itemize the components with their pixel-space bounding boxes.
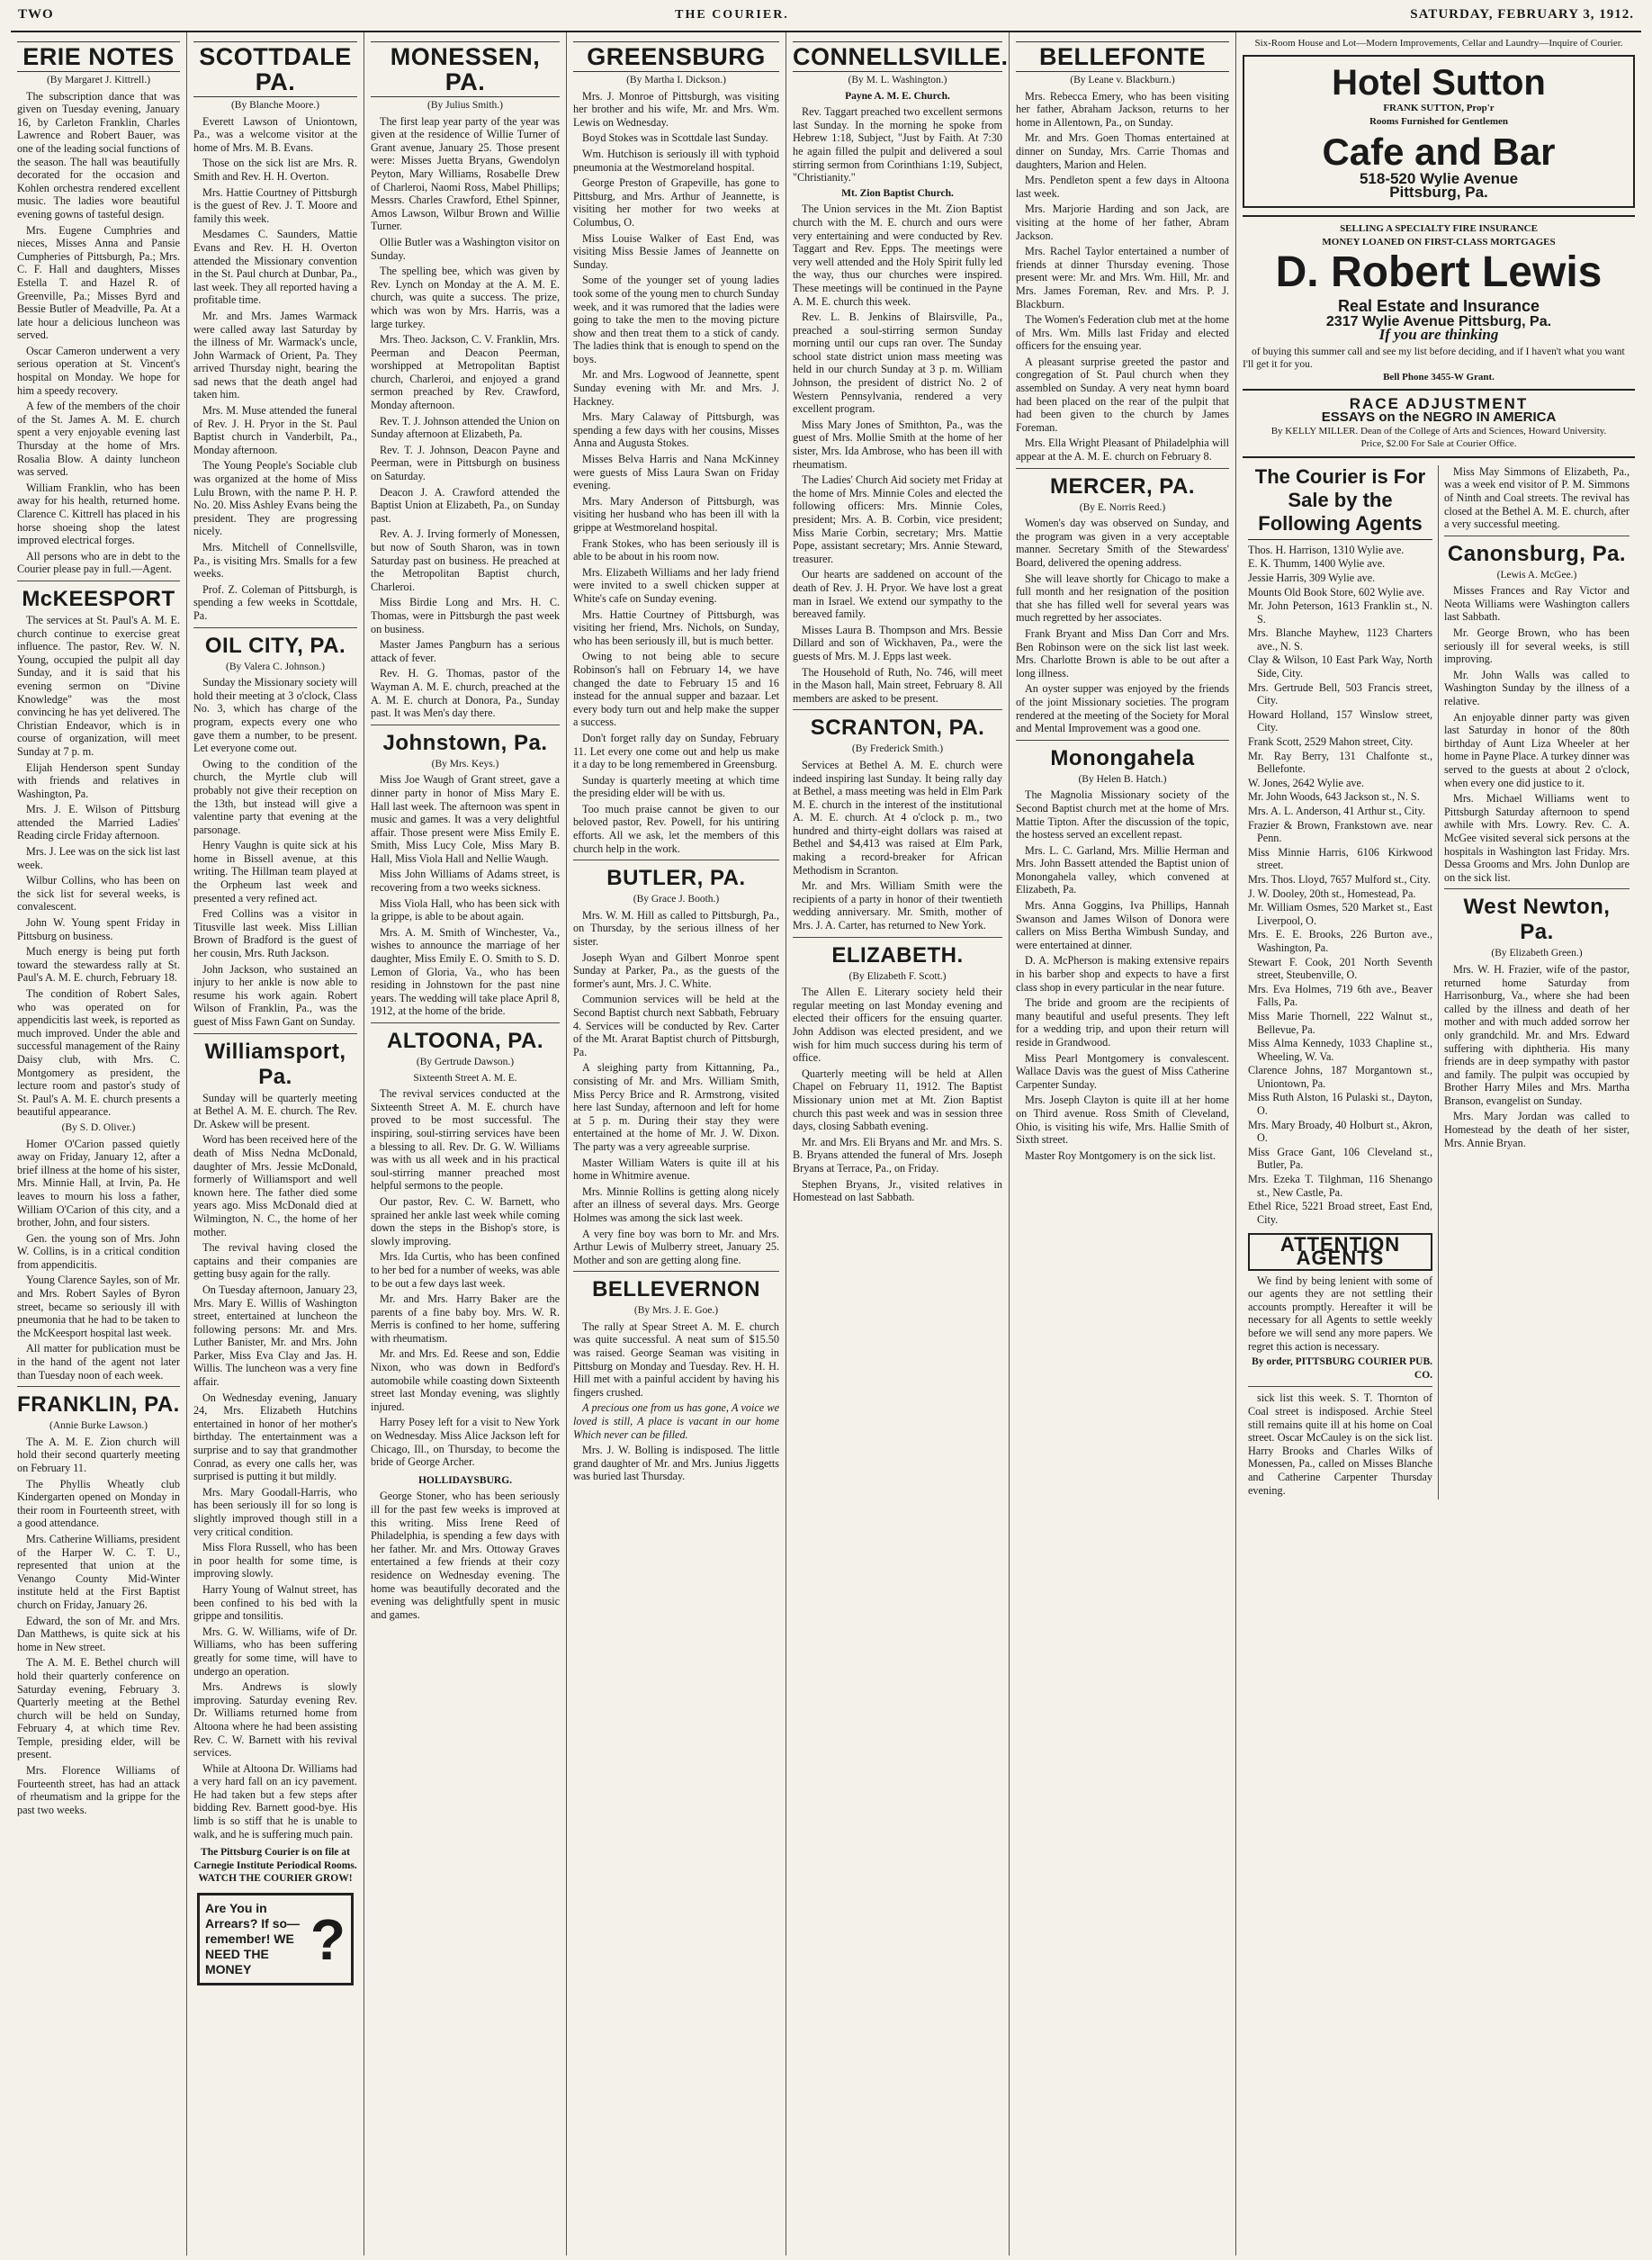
article-text: Mrs. Marjorie Harding and son Jack, are visiting at the home of her father, Abram Jackson. [1016,203,1229,242]
subheading: Payne A. M. E. Church. [845,90,950,102]
byline: (By E. Norris Reed.) [1079,501,1166,513]
article-text: Mr. George Brown, who has been seriously ill for several weeks, is still improving. [1444,626,1630,666]
article-text: Mrs. Ella Wright Pleasant of Philadelphia will appear at the A. M. E. church on February 8. [1016,437,1229,464]
article-text: Mrs. J. E. Wilson of Pittsburg attended the Married Ladies' Reading circle Friday afternoon. [17,803,180,842]
article-text: Stephen Bryans, Jr., visited relatives in Homestead on last Sabbath. [793,1177,1002,1204]
article-text: Sunday is quarterly meeting at which time the presiding elder will be with us. [573,773,779,800]
divider [1016,740,1229,741]
hotel-proprietor: FRANK SUTTON, Prop'r [1383,103,1495,113]
article-text: Prof. Z. Coleman of Pittsburgh, is spending a few weeks in Scottdale, Pa. [193,582,357,622]
agent-entry: Mrs. Gertrude Bell, 503 Francis street, City. [1248,680,1433,707]
agent-entry: Miss Ruth Alston, 16 Pulaski st., Dayton, O. [1248,1091,1433,1118]
agent-entry: Miss Alma Kennedy, 1033 Chapline st., Wheeling, W. Va. [1248,1037,1433,1063]
article-text: Mrs. Mitchell of Connellsville, Pa., is visiting Mrs. Smalls for a few weeks. [193,541,357,581]
article-text: While at Altoona Dr. Williams had a very hard fall on an icy pavement. He had taken but a few steps after bidding Rev. Barnett good-bye. His limb is so stiff that he is unable to walk, and he is suffering much pain. [193,1761,357,1841]
byline: (By M. L. Washington.) [848,75,947,86]
article-text: The Magnolia Missionary society of the Second Baptist church met at the home of Mrs. Mattie Tipton. After the discussion of the topic, the hostess served an excellent repast. [1016,788,1229,842]
heading-bellevernon: BELLEVERNON [592,1277,760,1302]
agent-entry: Clay & Wilson, 10 East Park Way, North Side, City. [1248,653,1433,680]
article-text: An oyster supper was enjoyed by the friends of the joint Missionary societies. The program rendered at the meeting of the Society for Moral and Mental Improvement was a good one. [1016,682,1229,735]
attention-agents-heading: ATTENTION AGENTS [1248,1233,1432,1270]
article-text: Miss Pearl Montgomery is convalescent. Wallace Davis was the guest of Miss Catherine Carpenter Sunday. [1016,1051,1229,1091]
article-text: The revival having closed the captains and their companies are getting busy again for the rally. [193,1241,357,1281]
article-text: The bride and groom are the recipients of many beautiful and useful presents. They left for a wedding trip, and upon their return will reside in Grandwood. [1016,996,1229,1049]
poem: A precious one from us has gone, A voice we loved is still, A place is vacant in our home Which never can be filled. [573,1401,779,1441]
byline: (By Elizabeth Green.) [1491,948,1583,959]
heading-oil-city: OIL CITY, PA. [204,633,346,658]
heading-bellefonte: BELLEFONTE [1016,41,1229,72]
article-text: Mrs. Mary Jordan was called to Homestead by the death of her sister, Mrs. Annie Bryan. [1444,1110,1630,1149]
byline: (By Martha I. Dickson.) [626,75,726,86]
columns [11,32,1641,2255]
heading-hollidaysburg: HOLLIDAYSBURG. [417,1474,513,1486]
article-text: Mr. and Mrs. Ed. Reese and son, Eddie Nixon, who was down in Bedford's automobile while coasting down Sixteenth street last Monday evening, was slightly injured. [371,1347,560,1413]
agent-entry: E. K. Thumm, 1400 Wylie ave. [1248,557,1386,571]
article-text: Mrs. Eugene Cumphries and nieces, Misses Anna and Pansie Cumpheries of Pittsburgh, Pa.; Mrs. C. F. Hall and daughters, Misses Estella T. and Hazel R. of Greenville, Pa.; Misses Byrd and Bessie Butler of Meadville, Pa. At a late hour a delicious luncheon was served. [17,223,180,342]
article-text: Mrs. Ida Curtis, who has been confined to her bed for a number of weeks, was able to be out a few days last week. [371,1250,560,1290]
hotel-sutton-ad [1243,55,1635,208]
article-text: Ollie Butler was a Washington visitor on Sunday. [371,235,560,262]
attention-signoff: By order, PITTSBURG COURIER PUB. CO. [1252,1356,1433,1381]
column-4 [567,32,786,2255]
article-text: Mr. John Walls was called to Washington Sunday by the illness of a relative. [1444,668,1630,708]
article-text: Harry Posey left for a visit to New York on Wednesday. Miss Alice Jackson left for Chicago, Ill., on Thursday, to become the bride of George Archer. [371,1416,560,1469]
divider [573,1271,779,1272]
article-text: The Phyllis Wheatly club Kindergarten opened on Monday in their room in Fourteenth street, with a good attendance. [17,1477,180,1530]
lewis-copy: of buying this summer call and see my list before deciding, and if I haven't what you want I'll get it for you. [1243,346,1625,370]
article-text: Oscar Cameron underwent a very serious operation at St. Vincent's hospital on Monday. We hope for him a speedy recovery. [17,344,180,397]
agent-entry: Mrs. Eva Holmes, 719 6th ave., Beaver Falls, Pa. [1248,982,1433,1009]
heading-mckeesport: McKEESPORT [22,586,175,611]
lewis-hook: If you are thinking [1378,326,1499,344]
article-text: The Union services in the Mt. Zion Baptist church with the M. E. church and ours were very entertaining and were conducted by Rev. Taggart and Rev. Epps. The meetings were very well attended and the Holy Spirit fully led the way, thus our churches were inspired. These meetings will be continued in the Payne A. M. E. church this week. [793,203,1002,308]
article-text: Miss John Williams of Adams street, is recovering from a two weeks sickness. [371,868,560,895]
agent-entry: Mr. William Osmes, 520 Market st., East Liverpool, O. [1248,901,1433,927]
byline: (By Elizabeth F. Scott.) [848,970,947,982]
heading-altoona: ALTOONA, PA. [387,1029,543,1053]
divider [793,709,1002,710]
article-text: Our hearts are saddened on account of the death of Rev. J. H. Pryor. We have lost a great man in Israel. We extend our sympathy to the bereaved family. [793,568,1002,621]
article-text: D. A. McPherson is making extensive repairs in his barber shop and expects to have a first class shop in every particular in the near future. [1016,954,1229,994]
article-text: Sunday the Missionary society will hold their meeting at 3 o'clock, Class No. 3, which has charge of the program, expects every one who gave them a number, to be present. Let everyone come out. [193,676,357,755]
article-text: Miss Mary Jones of Smithton, Pa., was the guest of Mrs. Mollie Smith at the home of her sister, Mrs. Ida Ambrose, who has been ill with rheumatism. [793,418,1002,471]
article-text: Mr. and Mrs. Logwood of Jeannette, spent Sunday evening with Mr. and Mrs. J. Hackney. [573,368,779,408]
heading-johnstown: Johnstown, Pa. [382,730,548,755]
article-text: Homer O'Carion passed quietly away on Friday, January 12, after a brief illness at the home of his sister, Mrs. Minnie Hall, at Irvin, Pa. He leaves to mourn his loss a father, William O'Carion of this city, and a brother, John, and four sisters. [17,1137,180,1229]
divider [1016,468,1229,469]
article-text: Mrs. Rebecca Emery, who has been visiting her father, Abraham Jackson, returns to her home in Allentown, Pa., on Sunday. [1016,89,1229,129]
column-2 [187,32,364,2255]
article-text: Word has been received here of the death of Miss Nedna McDonald, daughter of Mrs. Jessie McDonald, formerly of Williamsport and well known here. The father died some years ago. Miss McDonald died at Wilmington, N. C., the home of her mother. [193,1133,357,1238]
agent-entry: Mounts Old Book Store, 602 Wylie ave. [1248,585,1425,599]
article-text: Rev. T. J. Johnson, Deacon Payne and Peerman, were in Pittsburgh on business on Saturday. [371,443,560,483]
divider [1444,888,1630,889]
heading-franklin: FRANKLIN, PA. [17,1392,180,1418]
article-text: Everett Lawson of Uniontown, Pa., was a welcome visitor at the home of Mrs. M. B. Evans. [193,114,357,154]
article-text: Elijah Henderson spent Sunday with friends and relatives in Washington, Pa. [17,761,180,800]
heading-scranton: SCRANTON, PA. [810,716,985,741]
article-text: Mrs. Mary Goodall-Harris, who has been seriously ill for so long is slightly improved though still in a very critical condition. [193,1485,357,1538]
article-text: George Stoner, who has been seriously ill for the past few weeks is improved at this writing. Miss Irene Reed of Philadelphia, is spending a few days with her father. Mr. and Mrs. Ottoway Graves entertained a few friends at their cozy residence on Wednesday evening. The home was beautifully decorated and the evening was delightfully spent in music and games. [371,1490,560,1621]
article-text: Sunday will be quarterly meeting at Bethel A. M. E. church. The Rev. Dr. Askew will be present. [193,1091,357,1130]
agent-entry: Ethel Rice, 5221 Broad street, East End, City. [1248,1200,1433,1226]
byline: (By Mrs. Keys.) [431,758,499,770]
byline: (By Julius Smith.) [426,100,504,111]
article-text: Mrs. Minnie Rollins is getting along nicely after an illness of several days. Mrs. George Holmes was among the sick last week. [573,1184,779,1224]
article-text: Master William Waters is quite ill at his home in Whitmire avenue. [573,1156,779,1183]
lewis-loans: MONEY LOANED ON FIRST-CLASS MORTGAGES [1322,236,1556,248]
divider [193,1033,357,1034]
article-text: Miss Viola Hall, who has been sick with la grippe, is able to be about again. [371,896,560,923]
article-text: An enjoyable dinner party was given last Saturday in honor of the 80th birthday of Aunt Liza Wheeler at her home in Payne Place. A turkey dinner was served to the guests at about 2 o'clock, when every one did justice to it. [1444,710,1630,789]
column-1 [11,32,187,2255]
article-text: Communion services will be held at the Second Baptist church next Sabbath, February 4. Services will be conducted by Rev. Carter of the Mt. Ararat Baptist church of Pittsburgh, Pa. [573,993,779,1058]
article-text: The spelling bee, which was given by Rev. Lynch on Monday at the A. M. E. church, was quite a success. The prize, which was won by Mrs. Harris, was a large turkey. [371,265,560,330]
agent-entry: Frazier & Brown, Frankstown ave. near Penn. [1248,818,1433,845]
article-text: The A. M. E. Zion church will hold their second quarterly meeting on February 11. [17,1435,180,1474]
article-text: Mrs. Michael Williams went to Pittsburgh Saturday afternoon to spend awhile with Mrs. Lowry. Rev. C. A. McGee visited several sick persons at the hospitals in Washington last Friday. Mrs. Dessa Grooms and Mrs. John Dunlop are on the sick list. [1444,792,1630,884]
article-text: Mr. and Mrs. William Smith were the recipients of a party in honor of their twentieth wedding anniversary. Mr. Smith, mother of Mrs. J. A. Carter, has returned to New York. [793,879,1002,932]
article-text: The condition of Robert Sales, who was operated on for appendicitis last week, is reported as much improved. Under the able and successful management of the Rainy Daisy club, with Mrs. C. Montgomery as president, the lecture room and pastor's study of St. Paul's A. M. E. church presents a beautiful appearance. [17,987,180,1119]
article-text: Don't forget rally day on Sunday, February 11. Let every one come out and help us make it a day to be long remembered in Greensburg. [573,731,779,771]
article-text: The revival services conducted at the Sixteenth Street A. M. E. church have proved to be most successful. The inspiring, soul-stirring services have been a blessing to all. Rev. Dr. G. W. Williams was with us all week and in his practical soul-stirring manner preached most helpful sermons to the people. [371,1087,560,1193]
article-text: A very fine boy was born to Mr. and Mrs. Arthur Lewis of Mulberry street, January 25. Mother and son are getting along fine. [573,1227,779,1266]
article-text: Wm. Hutchison is seriously ill with typhoid pneumonia at the Westmoreland hospital. [573,147,779,174]
article-text: Mrs. W. H. Frazier, wife of the pastor, returned home Saturday from Harrisonburg, Va., where she had been called by the illness and death of her mother and with much added sorrow her only grandchild. Mr. and Mrs. Edward suffering with diphtheria. His many friends are in deep sympathy with pastor and family. The pulpit was occupied by Brother Harry Miles and Mrs. Martha Branson, evangelist on Sunday. [1444,962,1630,1107]
agent-entry: Mrs. Blanche Mayhew, 1123 Charters ave., N. S. [1248,626,1433,653]
article-text: Mesdames C. Saunders, Mattie Evans and Rev. H. H. Overton attended the Missionary convention in the St. Paul church at Dunbar, Pa., last week. They all reported having a profitable time. [193,228,357,307]
article-text: Our pastor, Rev. C. W. Barnett, who sprained her ankle last week while coming down the steps in the Bishop's store, is slowly improving. [371,1194,560,1247]
byline: (By Valera C. Johnson.) [226,661,325,672]
hotel-address: 518-520 Wylie Avenue [1359,170,1519,188]
article-text: The A. M. E. Bethel church will hold their quarterly conference on Saturday evening, February 3. Quarterly meeting at the Bethel church will be held on Sunday, February 4, at which time Rev. Temple, presiding elder, will be present. [17,1656,180,1761]
article-text: Mrs. Mary Anderson of Pittsburgh, was visiting her husband who has been ill with la grippe at Westmoreland hospital. [573,494,779,534]
article-text: Misses Belva Harris and Nana McKinney were guests of Miss Laura Swan on Friday evening. [573,453,779,492]
article-text: George Preston of Grapeville, has gone to Pittsburg, and Mrs. Arthur of Jeannette, is visiting her mother for two weeks at Columbus, O. [573,176,779,229]
article-text: Wilbur Collins, who has been on the sick list for several weeks, is convalescent. [17,874,180,914]
race-price: Price, $2.00 For Sale at Courier Office. [1360,438,1517,450]
article-text: Mrs. W. M. Hill as called to Pittsburgh, Pa., on Thursday, by the serious illness of her sister. [573,908,779,949]
issue-date: SATURDAY, FEBRUARY 3, 1912. [1410,7,1634,22]
article-text: Mrs. Catherine Williams, president of the Harper W. C. T. U., represented that union at the Venango County Mid-Winter institute held at the First Baptist church on Friday, January 26. [17,1532,180,1611]
article-text: Miss Louise Walker of East End, was visiting Miss Bessie James of Jeannette on Sunday. [573,231,779,271]
article-text: Mrs. Elizabeth Williams and her lady friend were invited to a swell chicken supper at White's cafe on Sunday evening. [573,565,779,605]
heading-greensburg: GREENSBURG [573,41,779,72]
article-text: Miss Joe Waugh of Grant street, gave a dinner party in honor of Miss Mary E. Hall last week. The afternoon was spent in music and games. It was a very delightful affair. Those present were Miss Emily E. Smith, Miss Lucy Cole, Miss Mary B. Hall, Miss Viola Hall and Nellie Waugh. [371,773,560,865]
article-text: Rev. H. G. Thomas, pastor of the Wayman A. M. E. church, preached at the A. M. E. church at Donora, Pa., Sunday past. It was Men's day there. [371,667,560,720]
article-text: The subscription dance that was given on Tuesday evening, January 16, by Carleton Franklin, Charles Lawrence and Robert Bauer, was one of the leading social functions of the season. The hall was beautifully decorated for the occasion and Kohlen orchestra rendered excellent music. The ladies wore beautiful evening gowns of tasteful design. [17,89,180,221]
article-text: Miss May Simmons of Elizabeth, Pa., was a week end visitor of P. M. Simmons of Ninth and Coal streets. The revival has closed at the Bethel A. M. E. church, after a very successful meeting. [1444,464,1630,531]
article-text: Miss Flora Russell, who has been in poor health for some time, is improving slowly. [193,1541,357,1580]
byline: (By Gertrude Dawson.) [416,1057,515,1067]
arrears-ad [197,1893,354,1985]
article-text: Mrs. J. Monroe of Pittsburgh, was visiting her brother and his wife, Mr. and Mrs. Wm. Lewis on Wednesday. [573,89,779,129]
heading-williamsport: Williamsport, Pa. [204,1039,346,1089]
byline: (By Margaret J. Kittrell.) [46,75,151,86]
article-text: Those on the sick list are Mrs. R. Smith and Rev. H. H. Overton. [193,157,357,183]
article-text: Mrs. Hattie Courtney of Pittsburgh is the guest of Rev. J. T. Moore and family this week. [193,185,357,225]
article-text: Mr. and Mrs. Harry Baker are the parents of a fine baby boy. Mrs. W. R. Merris is confined to her home, suffering with rheumatism. [371,1292,560,1345]
byline: (By S. D. Oliver.) [61,1121,136,1133]
byline: (By Helen B. Hatch.) [1078,773,1167,785]
article-text: John W. Young spent Friday in Pittsburg on business. [17,916,180,942]
article-text: Gen. the young son of Mrs. John W. Collins, is in a critical condition from appendicitis. [17,1231,180,1271]
article-text: Master Roy Montgomery is on the sick list. [1025,1148,1216,1162]
hotel-city: Pittsburg, Pa. [1389,183,1488,201]
article-text: The Ladies' Church Aid society met Friday at the home of Mrs. Minnie Coles and elected the following officers: Mrs. Minnie Coles, president; Mrs. A. B. Corbin, vice president; Miss Marie Corbin, secretary; Mrs. Mattie Pope, assistant secretary; Mrs. Annie Steward, treasurer. [793,473,1002,565]
article-text: Rev. Taggart preached two excellent sermons last Sunday. In the morning he spoke from Hebrew 1:18, Subject, "Just by Faith. At 7:30 he again filled the pulpit and delivered a soul stirring sermon from Corinthians 1:19, Subject, "Christianity." [793,105,1002,185]
byline: (By Frederick Smith.) [851,743,944,755]
race-author: By KELLY MILLER. Dean of the College of Arts and Sciences, Howard University. [1270,425,1607,437]
lewis-name: D. Robert Lewis [1275,248,1603,296]
article-text: John Jackson, who sustained an injury to her ankle is now able to resume his work again. Robert Wilson of Franklin, Pa., was the guest of Miss Fawn Gant on Sunday. [193,962,357,1028]
heading-butler: BUTLER, PA. [606,866,746,891]
heading-monongahela: Monongahela [1050,745,1195,770]
heading-erie-notes: ERIE NOTES [17,41,180,72]
article-text: Boyd Stokes was in Scottdale last Sunday. [582,131,768,145]
ad-subcolumns [1243,465,1635,1499]
byline: (By Grace J. Booth.) [633,894,720,905]
byline: (Annie Burke Lawson.) [49,1420,148,1432]
article-text: Rev. A. J. Irving formerly of Monessen, but now of South Sharon, was in town Saturday past on business. He preached at the Metropolitan Baptist church, Charleroi. [371,527,560,593]
column-3 [364,32,567,2255]
agent-entry: Clarence Johns, 187 Morgantown st., Uniontown, Pa. [1248,1064,1433,1090]
lewis-specialty: SELLING A SPECIALTY FIRE INSURANCE [1340,223,1538,235]
article-text: Miss Birdie Long and Mrs. H. C. Thomas, were in Pittsburgh the past week on business. [371,596,560,635]
heading-elizabeth: ELIZABETH. [831,942,964,968]
article-text: Mrs. Andrews is slowly improving. Saturday evening Rev. Dr. Williams returned home from Altoona where he had been assisting Rev. C. W. Barnett with his revival services. [193,1680,357,1760]
article-text: The Young People's Sociable club was organized at the home of Miss Lulu Brown, with the name P. H. P. No. 20. Miss Ashley Evans being the president. They are progressing nicely. [193,459,357,538]
article-text: Mrs. Anna Goggins, Iva Phillips, Hannah Swanson and James Wilson of Donora were callers on Miss Bertha Wimbush Sunday, and were entertained at dinner. [1016,899,1229,951]
article-text: On Wednesday evening, January 24, Mrs. Elizabeth Hutchins entertained in honor of her mother's birthday. The entertainment was a surprise and to say that grandmother Conrad, as every one calls her, was surprised is putting it but mildly. [193,1391,357,1483]
heading-scottdale: SCOTTDALE PA. [193,41,357,97]
article-text: A pleasant surprise greeted the pastor and congregation of St. Paul church when they assembled on Sunday. A very neat hymn board had been placed on the rear of the pulpit that had been given to the church by James Foreman. [1016,355,1229,434]
agent-entry: Mr. John Peterson, 1613 Franklin st., N. S. [1248,599,1433,626]
article-text: Fred Collins was a visitor in Titusville last week. Miss Lillian Brown of Bradford is the guest of her cousin, Mrs. Ruth Jackson. [193,907,357,960]
byline: (By Leane v. Blackburn.) [1070,75,1175,86]
article-text: Deacon J. A. Crawford attended the Baptist Union at Elizabeth, Pa., on Sunday past. [371,485,560,525]
masthead [11,5,1641,32]
agent-entry: Jessie Harris, 309 Wylie ave. [1248,571,1376,584]
page-number: TWO [18,7,54,22]
column-5 [786,32,1010,2255]
article-text: The Women's Federation club met at the home of Mrs. Wm. Mills last Friday and elected officers for the ensuing year. [1016,313,1229,353]
question-mark-icon: ? [310,1906,346,1972]
heading-canonsburg: Canonsburg, Pa. [1447,541,1627,566]
article-text: William Franklin, who has been away for his health, returned home. Clarence C. Kittrell has placed in his horse shoeing shop the latest improved electrical forges. [17,481,180,547]
article-text: Mrs. J. Lee was on the sick list last week. [17,845,180,871]
agent-entry: Mrs. Thos. Lloyd, 7657 Mulford st., City. [1248,872,1431,886]
heading-connellsville: CONNELLSVILLE. [793,43,1009,70]
article-text: Mrs. Joseph Clayton is quite ill at her home on Third avenue. Ross Smith of Cleveland, Ohio, is visiting his wife, Mrs. Hallie Smith of Sixth street. [1016,1094,1229,1147]
agent-entry: Thos. H. Harrison, 1310 Wylie ave. [1248,543,1405,556]
article-text: Master James Pangburn has a serious attack of fever. [371,638,560,664]
article-text: Quarterly meeting will be held at Allen Chapel on February 11, 1912. The Baptist Missionary union met at Mt. Zion Baptist church this past week and was in session three days, closing Sabbath evening. [793,1067,1002,1133]
agent-entry: Mrs. Mary Broady, 40 Holburt st., Akron, O. [1248,1118,1433,1145]
subheading: Sixteenth Street A. M. E. [413,1072,517,1084]
divider [793,937,1002,938]
article-text: Frank Bryant and Miss Dan Corr and Mrs. Ben Robinson were on the sick list last week. Mrs. Charlotte Brown is able to be out after a long illness. [1016,626,1229,680]
divider [371,1022,560,1023]
article-text: The services at St. Paul's A. M. E. church continue to exercise great influence. The pastor, Rev. W. N. Young, occupied the pulpit all day Sunday, and it is said that his evening sermon on "Divine Knowledge" was the most convincing he has yet delivered. The Christian Endeavor, which is in course of organization, will meet Sunday at 7 p. m. [17,613,180,758]
byline: (By Blanche Moore.) [230,100,320,111]
article-text: Young Clarence Sayles, son of Mr. and Mrs. Robert Sayles of Byron street, became so seriously ill with pneumonia that he had to be taken to the McKeesport hospital last week. [17,1274,180,1339]
article-text: Mrs. Mary Calaway of Pittsburgh, was spending a few days with her cousins, Misses Anna and Augusta Stokes. [573,410,779,450]
byline: (Lewis A. McGee.) [1496,569,1577,581]
heading-mercer: MERCER, PA. [1049,473,1196,499]
article-text: Mrs. A. M. Smith of Winchester, Va., wishes to announce the marriage of her daughter, Miss Emily E. O. Smith to S. D. Lemon of Gloria, Va., who has been residing in Johnstown for the past nine years. The wedding will take place April 8, 1912, at the home of the bride. [371,925,560,1018]
courier-notice: The Pittsburg Courier is on file at Carnegie Institute Periodical Rooms. WATCH THE COURIER GROW! [193,1847,357,1885]
race-subtitle: ESSAYS on the NEGRO IN AMERICA [1321,409,1557,425]
article-text: Misses Laura B. Thompson and Mrs. Bessie Dillard and son of Wickhaven, Pa., were the guests of Mrs. M. J. Epps last week. [793,623,1002,662]
robert-lewis-ad [1243,215,1635,391]
newspaper-title: THE COURIER. [675,8,789,22]
article-text: Some of the younger set of young ladies took some of the young men to church Sunday week, and it was rumored that the ladies were going to take the men to the moving picture show and then treat them to a stick of candy. The ladies think that is enough to spend on the boys. [573,274,779,365]
article-text: Mrs. L. C. Garland, Mrs. Millie Herman and Mrs. John Bassett attended the Baptist union of Monongahela valley, which convened at Elizabeth, Pa. [1016,843,1229,896]
article-text: All matter for publication must be in the hand of the agent not later than Tuesday noon of each week. [17,1342,180,1382]
agents-list [1248,544,1432,1227]
agent-entry: Mrs. E. E. Brooks, 226 Burton ave., Washington, Pa. [1248,928,1433,954]
article-text: Too much praise cannot be given to our beloved pastor, Rev. Powell, for his untiring efforts. All we ask, let the members of this church help in the work. [573,802,779,855]
article-text: Owing to not being able to secure Robinson's hall on February 14, we have changed the date to February 15 and 16 instead for the annual supper and bazaar. Let every body turn out and help make the supper a success. [573,650,779,729]
cafe-and-bar: Cafe and Bar [1322,131,1556,174]
article-text: All persons who are in debt to the Courier please pay in full.—Agent. [17,549,180,576]
article-text: Henry Vaughn is quite sick at his home in Bissell avenue, at this writing. The Hillman team played at the Orpheum last week and presented a very refined act. [193,839,357,905]
attention-text: We find by being lenient with some of our agents they are not settling their accounts promptly. Hereafter it will be necessary for all Agents to settle weekly before we will send any more papers. We regret this action is necessary. [1248,1274,1433,1353]
news-subcolumn [1439,465,1635,1499]
article-text: Mr. and Mrs. Goen Thomas entertained at dinner on Sunday, Mrs. Carrie Thomas and daughters, Marion and Helen. [1016,131,1229,171]
for-sale-heading: The Courier is For Sale by the Following Agents [1248,465,1432,540]
article-text: Mr. and Mrs. James Warmack were called away last Saturday by the illness of Mr. Warmack's uncle, John Warmack of Orient, Pa. They arrived Thursday night, bearing the sad news that the death angel had taken him. [193,309,357,401]
article-text: The Allen E. Literary society held their regular meeting on last Monday evening and elected their officers for the ensuing quarter. John Addison was elected president, and we wish for him much success during his term of office. [793,986,1002,1065]
agent-entry: J. W. Dooley, 20th st., Homestead, Pa. [1248,887,1416,900]
article-text: Rev. L. B. Jenkins of Blairsville, Pa., preached a soul-stirring sermon Sunday morning until our cups ran over. The Sunday school state district union mass meeting was held in our church Sunday at 3 p. m. William Johnson, the president of district No. 2 of Western Pennsylvania, rendered a very excellent program. [793,311,1002,416]
hotel-name: Hotel Sutton [1332,63,1546,103]
race-title: RACE ADJUSTMENT [1349,395,1529,413]
divider [1248,1386,1432,1387]
lewis-phone: Bell Phone 3455-W Grant. [1383,371,1495,383]
agent-entry: Stewart F. Cook, 201 North Seventh street, Steubenville, O. [1248,955,1433,982]
article-text: The first leap year party of the year was given at the residence of Willie Turner of Grant avenue, January 25. Those present were: Misses Juetta Bryans, Gwendolyn Peyton, Mary Williams, Rosabelle Drew of Charleroi, Naomi Ross, Mabel Phillips; Messrs. Charles Crawford, Ethel Spinner, Amos Lawson, Wilbur Brown and Willie Turner. [371,114,560,233]
article-text: A sleighing party from Kittanning, Pa., consisting of Mr. and Mrs. William Smith, Miss Percy Brice and R. Armstrong, visited here last Sunday, afternoon and left for home at 5 p. m. During their stay they were entertained at the home of Mr. J. W. Dixon. The party was a very agreeable surprise. [573,1061,779,1153]
article-text: She will leave shortly for Chicago to make a full month and her resignation of the position that she has filled well for several years was much regretted by her associates. [1016,572,1229,625]
column-6 [1010,32,1236,2255]
lewis-tagline: Real Estate and Insurance [1337,296,1540,315]
hotel-rooms: Rooms Furnished for Gentlemen [1369,115,1509,127]
article-text: Mrs. J. W. Bolling is indisposed. The little grand daughter of Mr. and Mrs. Junius Jiggetts was buried last Thursday. [573,1444,779,1483]
article-text: Mrs. Theo. Jackson, C. V. Franklin, Mrs. Peerman and Deacon Peerman, worshipped at Metropolitan Baptist church, Charleroi, and enjoyed a grand sermon preached by Rev. Crawford, Monday afternoon. [371,333,560,412]
article-text: Mr. and Mrs. Eli Bryans and Mr. and Mrs. S. B. Bryans attended the funeral of Mrs. Joseph Bryans at Terrace, Pa., on Friday. [793,1135,1002,1175]
agent-entry: W. Jones, 2642 Wylie ave. [1248,776,1364,789]
agents-subcolumn [1243,465,1439,1499]
article-text: On Tuesday afternoon, January 23, Mrs. Mary E. Willis of Washington street, entertained at luncheon the following persons: Mr. and Mrs. Luther Banister, Mr. and Mrs. John Parker, Miss Eva Clay and Jas. H. Willis. The luncheon was a very fine affair. [193,1283,357,1389]
article-text: Edward, the son of Mr. and Mrs. Dan Matthews, is quite sick at his home in New street. [17,1614,180,1653]
heading-west-newton: West Newton, Pa. [1463,895,1611,945]
article-text: Services at Bethel A. M. E. church were indeed inspiring last Sunday. It being rally day at Bethel, a mass meeting was held in Elm Park M. E. church in the interest of the institutional A. M. E. church. At 4 o'clock p. m., two hundred and thirty-eight dollars was raised at Bethel and $4,413 was raised at Elm Park, making a record-breaker for African Methodism in Scranton. [793,758,1002,877]
agent-entry: Mrs. Ezeka T. Tilghman, 116 Shenango st., New Castle, Pa. [1248,1173,1433,1199]
house-ad: Six-Room House and Lot—Modern Improvements, Cellar and Laundry—Inquire of Courier. [1254,38,1623,49]
subheading: Mt. Zion Baptist Church. [841,187,954,199]
article-text: Mrs. Rachel Taylor entertained a number of friends at dinner Thursday evening. Those present were: Mr. and Mrs. Wm. Hill, Mr. and Mrs. James Foreman, Rev. and Mrs. P. J. Blackburn. [1016,245,1229,311]
arrears-text: Are You in Arrears? If so—remember! WE NEED THE MONEY [205,1901,301,1977]
article-text: Mrs. Pendleton spent a few days in Altoona last week. [1016,174,1229,200]
race-adjustment-ad [1243,395,1635,457]
article-text: Mrs. M. Muse attended the funeral of Rev. J. H. Pryor in the St. Paul Baptist church in Vanderbilt, Pa., Monday afternoon. [193,404,357,456]
agent-entry: Miss Marie Thornell, 222 Walnut st., Bellevue, Pa. [1248,1009,1433,1036]
article-text: Frank Stokes, who has been seriously ill is able to be about in his room now. [573,536,779,563]
agent-entry: Miss Minnie Harris, 6106 Kirkwood street. [1248,845,1433,872]
article-text: Much energy is being put forth toward the stewardess rally at St. Paul's A. M. E. church, February 18. [17,945,180,985]
agent-entry: Mr. John Woods, 643 Jackson st., N. S. [1248,790,1420,804]
divider [193,627,357,628]
article-text: Mrs. Florence Williams of Fourteenth street, has had an attack of rheumatism and la grippe for the past two weeks. [17,1764,180,1816]
article-text: A few of the members of the choir of the St. James A. M. E. church spent a very enjoyable evening last Thursday at the home of Mrs. Rosalia Blow. A dainty luncheon was served. [17,400,180,479]
article-text: Owing to the condition of the church, the Myrtle club will probably not give their reception on the 13th, but instead will give a valentine party that evening at the parsonage. [193,757,357,836]
agent-entry: Howard Holland, 157 Winslow street, City. [1248,707,1433,734]
article-text: Joseph Wyan and Gilbert Monroe spent Sunday at Parker, Pa., as the guests of the former's aunt, Mrs. J. C. White. [573,950,779,990]
heading-monessen: MONESSEN, PA. [371,41,560,97]
article-text: Mrs. G. W. Williams, wife of Dr. Williams, who has been suffering greatly for some time, will have to undergo an operation. [193,1625,357,1678]
agent-entry: Frank Scott, 2529 Mahon street, City. [1248,735,1414,749]
article-text: Harry Young of Walnut street, has been confined to his bed with la grippe and tonsilitis. [193,1582,357,1623]
divider [17,1386,180,1387]
byline: (By Mrs. J. E. Goe.) [633,1305,719,1317]
article-text: Mrs. Hattie Courtney of Pittsburgh, was visiting her friend, Mrs. Nichols, on Sunday, who has been seriously ill, but is much better. [573,608,779,647]
article-text: Misses Frances and Ray Victor and Neota Williams were Washington callers last Sabbath. [1444,584,1630,624]
agent-entry: Mr. Ray Berry, 131 Chalfonte st., Bellefonte. [1248,749,1433,776]
column-7-ads [1236,32,1641,2255]
article-text: The rally at Spear Street A. M. E. church was quite successful. A neat sum of $15.50 was raised. George Seaman was visiting in Pittsburg on Monday and Tuesday. Rev. H. H. Hill met with a painful accident by having his fingers crushed. [573,1319,779,1399]
article-text: Rev. T. J. Johnson attended the Union on Sunday afternoon at Elizabeth, Pa. [371,414,560,441]
article-text: The Household of Ruth, No. 746, will meet in the Mason hall, Main street, February 8. All members are asked to be present. [793,665,1002,705]
agent-entry: Mrs. A. L. Anderson, 41 Arthur st., City. [1248,805,1425,817]
article-text: Women's day was observed on Sunday, and the program was given in a very acceptable manner. Secretary Smith of the Stewardess' Board, delivered the opening address. [1016,517,1229,569]
agent-entry: Miss Grace Gant, 106 Cleveland st., Butler, Pa. [1248,1145,1433,1172]
lewis-address: 2317 Wylie Avenue Pittsburg, Pa. [1325,313,1552,329]
article-text: sick list this week. S. T. Thornton of Coal street is indisposed. Archie Steel still remains quite ill at his home on Coal street. Oscar McCauley is on the sick list. Harry Brooks and Charles Wilks of Monessen, Pa., called on Misses Blanche and Catherine Carpenter Thursday evening. [1248,1391,1433,1497]
